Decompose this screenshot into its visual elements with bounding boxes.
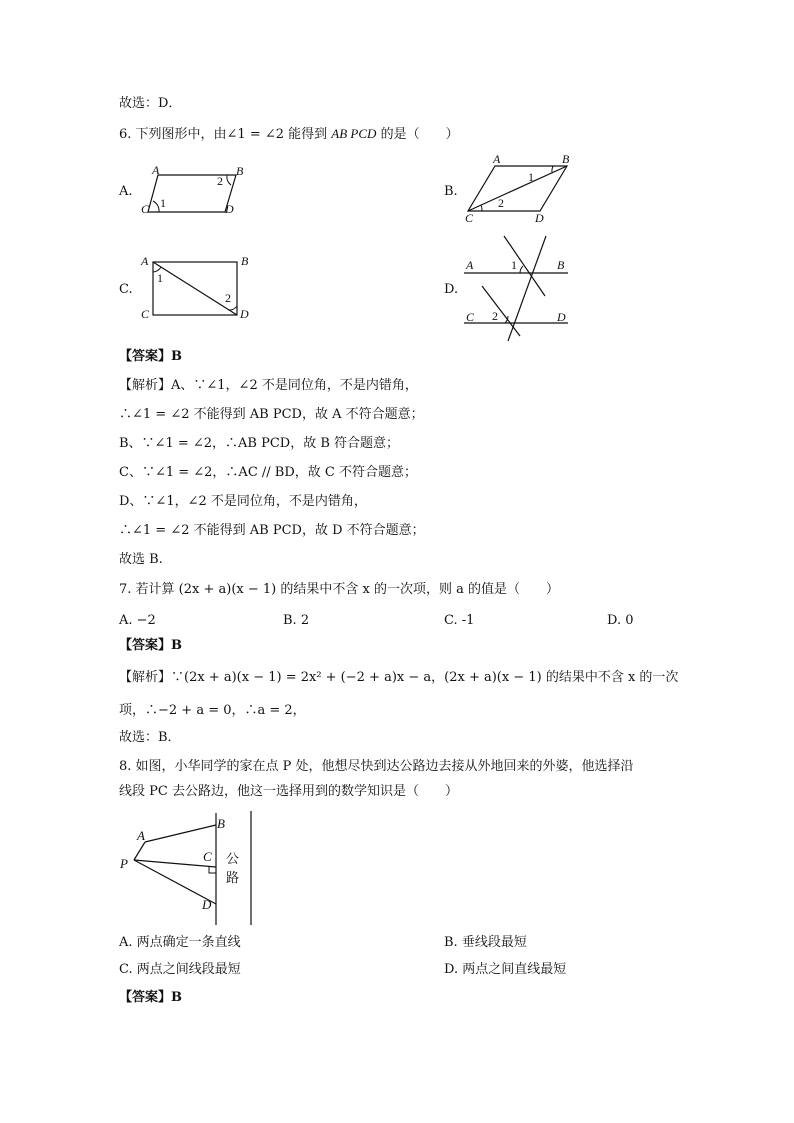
q6-analysis-line: 故选 B. (119, 552, 163, 567)
q6d-label-D: D (557, 310, 566, 324)
q6-option-a-letter: A. (119, 184, 133, 199)
q6-analysis-line: ∴∠1 = ∠2 不能得到 AB PCD，故 D 不符合题意； (119, 523, 425, 538)
angle-mark-a2 (227, 175, 231, 185)
q6-stem-post: 的是（ ） (380, 127, 459, 142)
q8-road-char-1: 公 (226, 852, 240, 867)
segment-ab (145, 825, 216, 842)
q8-road-char-2: 路 (226, 871, 240, 886)
angle-mark-b2 (481, 205, 482, 211)
q6d-label-1: 1 (511, 258, 517, 272)
q8-stem-line: 8. 如图，小华同学的家在点 P 处，他想尽快到达公路边去接从外地回来的外婆，他选择沿 (119, 759, 634, 774)
q6-stem-math: AB PCD (331, 126, 377, 141)
q6b-label-A: A (493, 152, 501, 166)
q8-label-P: P (120, 856, 128, 871)
q7-conclusion: 故选：B． (119, 730, 181, 745)
q6-figure-d (460, 228, 580, 343)
q8-option-b: B. 垂线段最短 (444, 935, 527, 950)
q6-figure-c (145, 250, 255, 325)
q8-option-a: A. 两点确定一条直线 (119, 935, 241, 950)
q8-label-B: B (217, 816, 225, 831)
q8-option-c: C. 两点之间线段最短 (119, 962, 241, 977)
q6b-label-D: D (535, 211, 544, 225)
q7-analysis-line: 【解析】∵(2x + a)(x − 1) = 2x² + (−2 + a)x − a，(2x + a)(x − 1) 的结果中不含 x 的一次 (119, 670, 679, 685)
q8-label-A: A (137, 828, 145, 843)
q6c-label-D: D (240, 307, 249, 321)
q6b-label-C: C (465, 211, 474, 225)
q6c-label-A: A (141, 254, 149, 268)
q6c-label-C: C (141, 307, 150, 321)
previous-conclusion: 故选：D． (119, 96, 182, 111)
q6-analysis-line: C、∵∠1 = ∠2，∴AC // BD，故 C 不符合题意； (119, 465, 417, 480)
q8-figure (115, 805, 275, 930)
angle-mark-c2 (228, 306, 237, 310)
q6d-label-A: A (466, 258, 474, 272)
q8-answer: 【答案】B (119, 990, 182, 1005)
q6-analysis-line: D、∵∠1，∠2 不是同位角，不是内错角， (119, 494, 367, 509)
q6-analysis-line: ∴∠1 = ∠2 不能得到 AB PCD，故 A 不符合题意； (119, 407, 424, 422)
segment-pa (134, 842, 145, 860)
q7-option-d: D. 0 (607, 613, 634, 628)
q6a-label-1: 1 (160, 196, 166, 210)
q6-figure-b (460, 150, 590, 220)
q6-option-d-letter: D. (444, 282, 459, 297)
q7-option-c: C. -1 (444, 613, 475, 628)
q6d-label-2: 2 (492, 309, 498, 323)
q6-answer: 【答案】B (119, 349, 182, 364)
q6-stem-pre: 6. 下列图形中，由∠1 = ∠2 能得到 (119, 127, 328, 142)
q7-stem: 7. 若计算 (2x + a)(x − 1) 的结果中不含 x 的一次项，则 a 的值是（ ） (119, 582, 559, 597)
q6a-label-D: D (225, 202, 234, 216)
q8-stem-line: 线段 PC 去公路边，他这一选择用到的数学知识是（ ） (119, 784, 458, 799)
right-angle-mark (209, 867, 216, 873)
q8-option-d: D. 两点之间直线最短 (444, 962, 567, 977)
q6d-label-C: C (466, 310, 475, 324)
q6-stem (119, 125, 459, 144)
q6d-label-B: B (557, 258, 565, 272)
q6a-label-A: A (152, 163, 160, 177)
q6-option-b-letter: B. (444, 184, 458, 199)
q6c-label-1: 1 (157, 271, 163, 285)
q6a-label-2: 2 (217, 174, 223, 188)
q7-answer: 【答案】B (119, 638, 182, 653)
q7-option-b: B. 2 (283, 613, 310, 628)
q6-analysis-line: 【解析】A、∵∠1，∠2 不是同位角，不是内错角， (119, 378, 418, 393)
q8-label-C: C (203, 849, 212, 864)
transversal-2 (482, 286, 520, 336)
q6b-label-1: 1 (528, 170, 534, 184)
q6c-label-B: B (241, 254, 249, 268)
q6c-label-2: 2 (225, 291, 231, 305)
q6b-label-2: 2 (498, 196, 504, 210)
q6a-label-C: C (141, 202, 150, 216)
q7-option-a: A. −2 (119, 613, 156, 628)
q6a-label-B: B (236, 164, 244, 178)
diagonal-ad (153, 262, 237, 315)
q6b-label-B: B (562, 152, 570, 166)
q6-option-c-letter: C. (119, 282, 133, 297)
q6-analysis-line: B、∵∠1 = ∠2，∴AB PCD，故 B 符合题意； (119, 436, 400, 451)
q7-analysis-line: 项，∴−2 + a = 0，∴a = 2， (119, 703, 306, 718)
angle-mark-d1 (520, 266, 523, 273)
angle-mark-a1 (153, 201, 159, 212)
q8-label-D: D (202, 897, 212, 912)
